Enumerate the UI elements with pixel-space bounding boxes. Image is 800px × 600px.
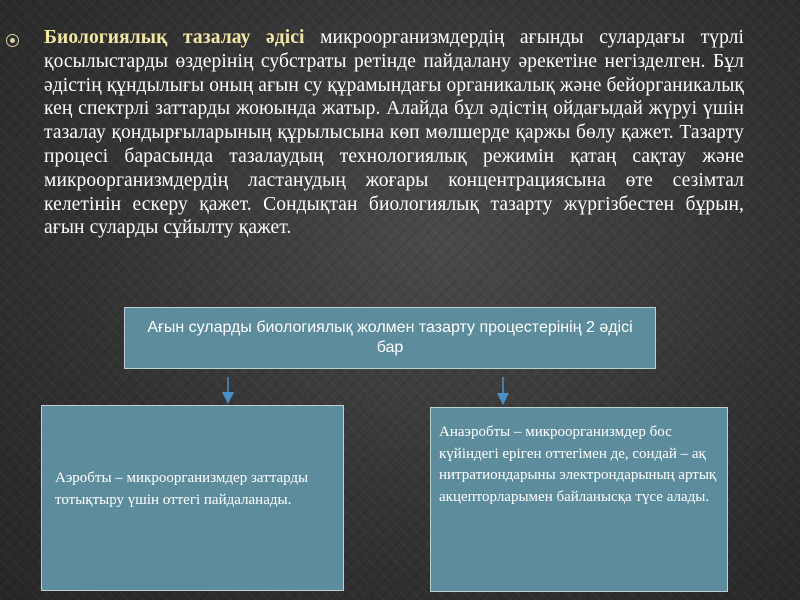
root-node-label: Ағын суларды биологиялық жолмен тазарту процестерінің 2 әдісі бар	[147, 319, 633, 356]
anaerobic-node-label: Анаэробты – микроорганизмдер бос күйіндегі ерігeн оттегімен де, сондай – ақ нитратиондарыны электрондарының артық акцепторларымен байланысқа түсе алады.	[439, 424, 717, 505]
highlighted-term: Биологиялық тазалау әдісі	[44, 27, 305, 48]
anaerobic-node	[430, 407, 728, 592]
aerobic-node	[41, 405, 344, 591]
aerobic-node-label: Аэробты – микроорганизмдер заттарды тотықтыру үшін оттегі пайдаланады.	[55, 470, 309, 508]
paragraph-text: микроорганизмдердің ағынды сулардағы түрлі қосылыстарды өздерінің субстраты ретінде пайдалану әрекетіне негізделген. Бұл әдістің құндылығы оның ағын су құрамындағы органикалық және бейорганикалық кең спектрлі заттарды жоюында жатыр. Алайда бұл әдістің ойдағыдай жүруі үшін тазалау қондырғыларының құрылысына көп мөлшерде қаржы бөлу қажет. Тазарту процесі барасында тазалаудың технологиялық режимін қатаң сақтау және микроорганизмдердің ластанудың жоғары концентрациясына өте сезімтал келетінін ескеру қажет. Сондықтан биологиялық тазарту жүргізбестен бұрын, ағын суларды сұйылту қажет.	[44, 27, 745, 239]
